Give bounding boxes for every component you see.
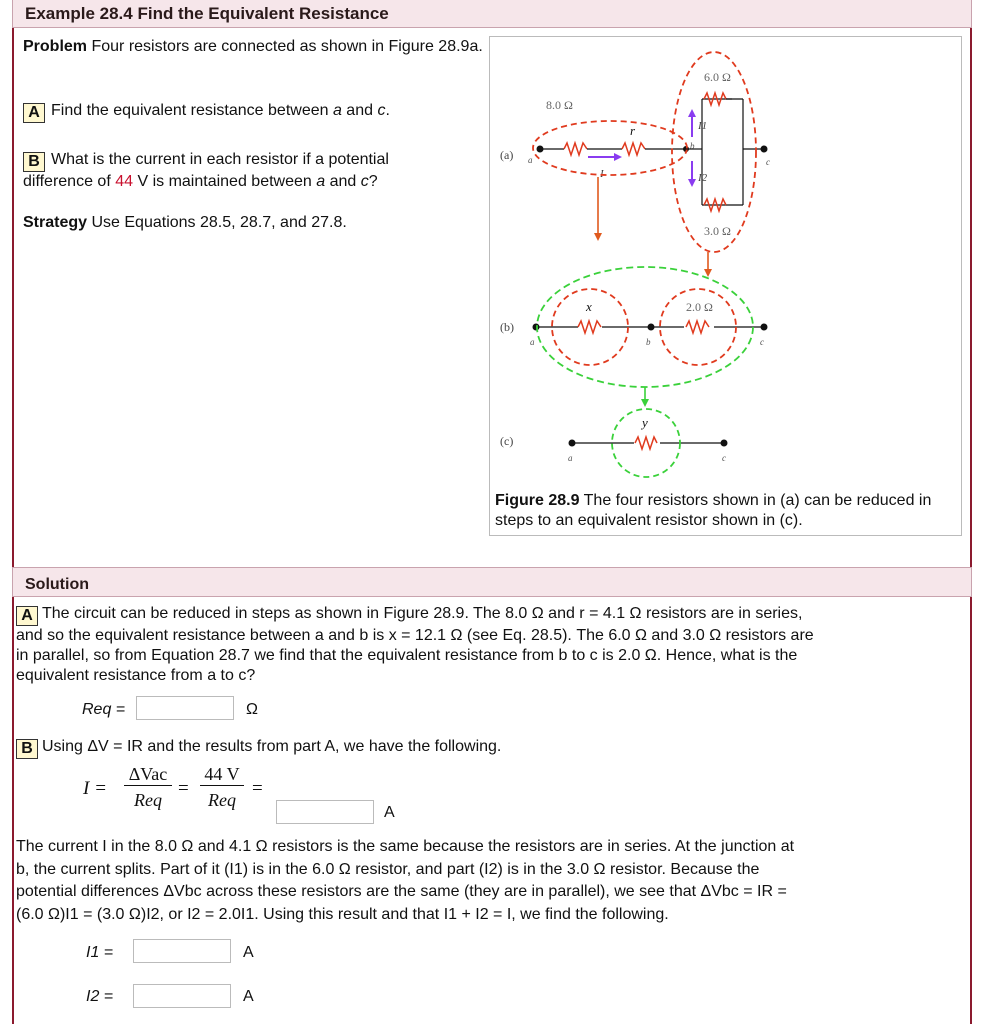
req-label: Req =: [82, 701, 126, 718]
current-i-input[interactable]: [276, 800, 374, 824]
para-line1: The current I in the 8.0 Ω and 4.1 Ω resistors is the same because the resistors are in series. At the junction at: [16, 838, 795, 855]
problem-statement: [23, 37, 483, 57]
part-b-text1: What is the current in each resistor if a potential: [51, 151, 389, 168]
label-node-b: b: [646, 337, 651, 347]
resistor-r: [622, 143, 645, 155]
part-b-marker: B: [23, 152, 45, 172]
part-b-text3: V is maintained between: [133, 173, 317, 190]
req-input[interactable]: [136, 696, 234, 720]
var-c: c: [360, 173, 369, 190]
label-part-c: (c): [500, 434, 514, 448]
problem-text: Four resistors are connected as shown in Figure 28.9a.: [91, 38, 483, 55]
caption-text: The four resistors shown in (a) can be reduced in steps to an equivalent resistor shown in (c).: [495, 492, 932, 529]
label-part-b: (b): [500, 320, 514, 334]
node-a: [569, 440, 576, 447]
eq-equals2: =: [252, 778, 263, 799]
i2-unit: A: [243, 988, 254, 1005]
part-a-text: Find the equivalent resistance between: [51, 102, 333, 119]
label-i1: I1: [698, 120, 708, 132]
eq-num1: ΔVac: [124, 764, 172, 786]
part-b-marker: B: [16, 739, 38, 759]
text-end: .: [385, 102, 390, 119]
problem-part-b: [23, 150, 483, 192]
node-c: [761, 324, 768, 331]
eq-I: I =: [83, 778, 107, 799]
label-node-a: a: [568, 453, 573, 463]
eq-num2: 44 V: [200, 764, 244, 786]
current-arrowhead: [688, 109, 696, 117]
eq-equals1: =: [178, 778, 189, 799]
current-arrowhead: [614, 153, 622, 161]
solution-a-line2: and so the equivalent resistance between a and b is x = 12.1 Ω (see Eq. 28.5). The 6.0 Ω and 3.0 Ω resistors are: [16, 627, 814, 644]
var-c: c: [377, 102, 386, 119]
solution-b-text: Using ΔV = IR and the results from part A, we have the following.: [42, 738, 502, 755]
i2-label: I2 =: [86, 988, 114, 1005]
req-unit: Ω: [246, 701, 258, 718]
label-8ohm: 8.0 Ω: [546, 98, 573, 112]
strategy-text: Use Equations 28.5, 28.7, and 27.8.: [91, 214, 347, 231]
para-line3: potential differences ΔVbc across these resistors are the same (they are in parallel), we see that ΔVbc = IR =: [16, 883, 787, 900]
node-c: [721, 440, 728, 447]
reduction-arrowhead: [704, 269, 712, 277]
text-end: ?: [368, 173, 378, 190]
label-i2: I2: [698, 172, 708, 184]
label-part-a: (a): [500, 148, 514, 162]
eq-den2: Req: [208, 790, 236, 810]
resistor-8ohm: [564, 143, 587, 155]
solution-header: [12, 567, 972, 597]
label-x: x: [586, 299, 592, 314]
current-i2-input[interactable]: [133, 984, 231, 1008]
current-arrowhead: [688, 179, 696, 187]
problem-part-a: [23, 101, 483, 123]
strategy-label: Strategy: [23, 214, 88, 231]
node-c: [761, 146, 768, 153]
caption-label: Figure 28.9: [495, 492, 580, 509]
para-line2: b, the current splits. Part of it (I1) is in the 6.0 Ω resistor, and part (I2) is in the 3.0 Ω resistor. Because the: [16, 860, 760, 878]
i-unit: A: [384, 804, 395, 821]
var-a: a: [316, 173, 326, 190]
label-node-b: b: [690, 141, 695, 151]
node-a: [537, 146, 544, 153]
voltage-value: 44: [115, 173, 134, 190]
label-node-c: c: [760, 337, 764, 347]
series-group-ellipse: [533, 121, 687, 175]
solution-part-a: [16, 604, 976, 686]
label-r: r: [630, 123, 636, 138]
reduction-arrowhead: [641, 399, 649, 407]
part-a-marker: A: [23, 103, 45, 123]
eq-den1: Req: [134, 790, 162, 810]
i1-unit: A: [243, 944, 254, 961]
reduction-arrowhead: [594, 233, 602, 241]
text-and: and: [341, 102, 378, 119]
solution-a-line1: The circuit can be reduced in steps as shown in Figure 28.9. The 8.0 Ω and r = 4.1 Ω resistors are in series,: [42, 605, 803, 622]
problem-label: Problem: [23, 38, 88, 55]
var-a: a: [332, 102, 342, 119]
node-a: [533, 324, 540, 331]
solution-part-b: [16, 737, 976, 759]
figure-caption: [495, 491, 960, 531]
current-i1-input[interactable]: [133, 939, 231, 963]
text-and: and: [325, 173, 361, 190]
example-title: Example 28.4 Find the Equivalent Resistance: [25, 4, 389, 23]
solution-a-line3: in parallel, so from Equation 28.7 we find that the equivalent resistance from b to c is 2.0 Ω. Hence, what is the: [16, 647, 798, 664]
label-2ohm: 2.0 Ω: [686, 300, 713, 314]
label-3ohm: 3.0 Ω: [704, 224, 731, 238]
i1-label: I1 =: [86, 944, 114, 961]
para-line4: (6.0 Ω)I1 = (3.0 Ω)I2, or I2 = 2.0I1. Using this result and that I1 + I2 = I, we find the following.: [16, 905, 669, 923]
part-b-text2: difference of: [23, 173, 116, 190]
label-node-c: c: [722, 453, 726, 463]
label-current-I: I: [600, 168, 604, 180]
label-node-a: a: [530, 337, 535, 347]
node-b: [648, 324, 655, 331]
solution-title: Solution: [25, 576, 89, 593]
label-node-c: c: [766, 157, 770, 167]
strategy: [23, 213, 483, 233]
solution-a-line4: equivalent resistance from a to c?: [16, 667, 256, 684]
figure-28-9: [489, 36, 962, 536]
solution-paragraph: [16, 836, 976, 926]
label-6ohm: 6.0 Ω: [704, 70, 731, 84]
label-node-a: a: [528, 155, 533, 165]
example-header: [12, 0, 972, 28]
circuit-diagram: [490, 37, 961, 497]
label-y: y: [642, 415, 648, 430]
part-a-marker: A: [16, 606, 38, 626]
